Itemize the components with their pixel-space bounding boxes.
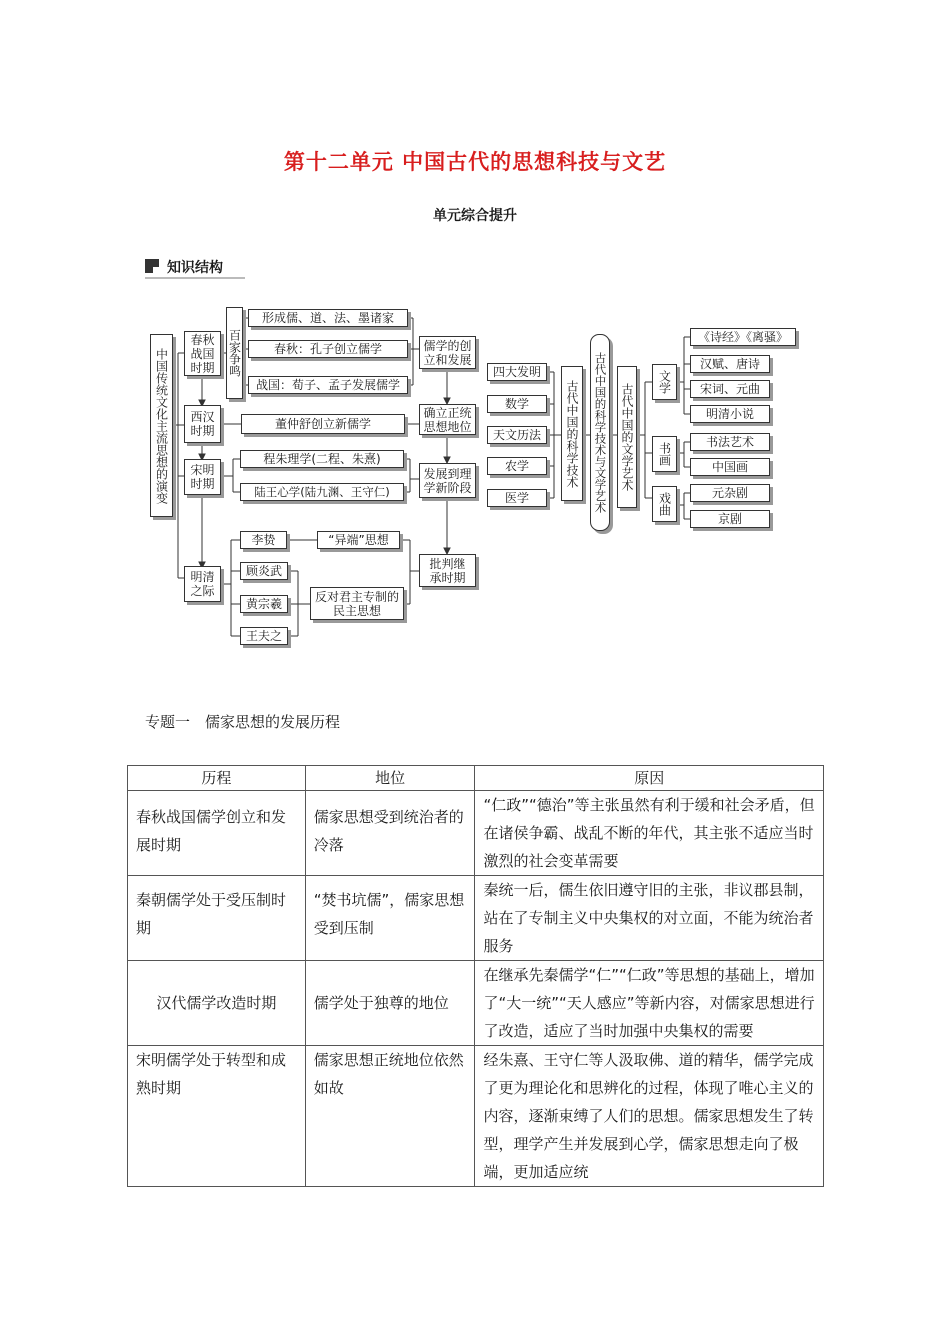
person-label: 黄宗羲 bbox=[245, 597, 282, 611]
item-label: 数学 bbox=[504, 397, 529, 411]
table-cell-course bbox=[128, 791, 306, 876]
person-label: 顾炎武 bbox=[245, 564, 282, 578]
person-wang-fuzhi bbox=[240, 627, 288, 645]
item-label: 董仲舒创立新儒学 bbox=[274, 417, 371, 431]
table-cell-reason bbox=[475, 961, 824, 1046]
science-item-agriculture bbox=[487, 457, 547, 475]
item-label: 形成儒、道、法、墨诸家 bbox=[261, 311, 394, 325]
baijia-label: 百家争鸣 bbox=[227, 329, 242, 377]
art-category-box bbox=[617, 366, 637, 508]
art-cat-label: 书画 bbox=[657, 442, 672, 466]
period-label: 宋明时期 bbox=[190, 463, 215, 491]
table-header-row bbox=[128, 766, 824, 791]
topic-heading: 专题一 儒家思想的发展历程 bbox=[145, 713, 341, 731]
period-ming-qing bbox=[184, 566, 221, 602]
table-cell-status bbox=[305, 961, 475, 1046]
dong-zhongshu-box bbox=[241, 414, 405, 434]
item-label: 陆王心学(陆九渊、王守仁) bbox=[254, 485, 390, 499]
item-label: 反对君主专制的民主思想 bbox=[315, 589, 400, 618]
item-label: 元杂剧 bbox=[711, 486, 748, 500]
header-cell: 地位 bbox=[305, 766, 475, 791]
stage-label: 批判继承时期 bbox=[429, 556, 466, 585]
art-cat-painting bbox=[652, 436, 677, 472]
person-gu-yanwu bbox=[240, 562, 288, 580]
paint-item-calligraphy bbox=[690, 433, 770, 451]
school-item-confucius bbox=[248, 340, 408, 358]
stage-orthodox bbox=[419, 404, 476, 435]
cell-text: 经朱熹、王守仁等人汲取佛、道的精华，儒学完成了更为理论化和思辨化的过程，体现了唯心主义的内容，逐渐束缚了人们的思想。儒家思想发生了转型，理学产生并发展到心学，儒家思想走向了极端，更加适应统 bbox=[483, 1051, 814, 1181]
stage-label: 确立正统思想地位 bbox=[423, 405, 472, 434]
opera-item-yuan bbox=[690, 484, 770, 502]
period-song-ming bbox=[184, 459, 221, 495]
cell-text: “仁政”“德治”等主张虽然有利于缓和社会矛盾，但在诸侯争霸、战乱不断的年代，其主张不适应当时激烈的社会变革需要 bbox=[483, 796, 815, 870]
cell-text: 秦统一后，儒生依旧遵守旧的主张，非议郡县制，站在了专制主义中央集权的对立面，不能为统治者服务 bbox=[483, 881, 814, 955]
opera-item-peking bbox=[690, 510, 770, 528]
category-label: 古代中国的科学技术与文学艺术 bbox=[593, 352, 608, 513]
table-cell-reason bbox=[475, 1046, 824, 1187]
art-cat-label: 文学 bbox=[657, 370, 672, 394]
item-label: 天文历法 bbox=[492, 428, 541, 442]
item-label: 汉赋、唐诗 bbox=[699, 357, 760, 371]
table-cell-course bbox=[128, 876, 306, 961]
center-category-box bbox=[590, 334, 610, 531]
cell-text: 在继承先秦儒学“仁”“仁政”等思想的基础上，增加了“大一统”“天人感应”等新内容，对儒家思想进行了改造，适应了当时加强中央集权的需要 bbox=[483, 966, 815, 1040]
person-label: 王夫之 bbox=[245, 629, 282, 643]
item-label: 春秋：孔子创立儒学 bbox=[273, 342, 382, 356]
period-label: 明清之际 bbox=[190, 570, 215, 598]
lit-item-songci bbox=[690, 380, 770, 398]
science-category-box bbox=[561, 366, 583, 501]
yiduan-box bbox=[317, 531, 400, 549]
cell-text: 儒家思想受到统治者的冷落 bbox=[313, 808, 464, 854]
table-row bbox=[128, 1046, 824, 1187]
table-cell-reason bbox=[475, 791, 824, 876]
lu-wang-box bbox=[240, 483, 404, 501]
stage-neo-confucian bbox=[419, 463, 476, 498]
cheng-zhu-box bbox=[240, 450, 404, 468]
lit-item-novels bbox=[690, 405, 770, 423]
table-cell-reason bbox=[475, 876, 824, 961]
item-label: 农学 bbox=[504, 459, 529, 473]
item-label: 明清小说 bbox=[705, 407, 754, 421]
item-label: 四大发明 bbox=[492, 365, 541, 379]
table-row bbox=[128, 961, 824, 1046]
category-label: 古代中国的文学艺术 bbox=[620, 383, 634, 491]
stage-founding bbox=[419, 336, 476, 369]
page-subtitle: 单元综合提升 bbox=[433, 208, 517, 224]
item-label: 京剧 bbox=[717, 512, 742, 526]
cell-text: 儒家思想正统地位依然如故 bbox=[313, 1051, 464, 1097]
category-label: 古代中国的科学技术 bbox=[565, 379, 579, 488]
person-huang-zongxi bbox=[240, 595, 288, 613]
period-spring-autumn bbox=[184, 331, 221, 376]
cell-text: “焚书坑儒”，儒家思想受到压制 bbox=[313, 891, 465, 937]
table-row bbox=[128, 791, 824, 876]
item-label: 宋词、元曲 bbox=[699, 382, 760, 396]
stage-label: 发展到理学新阶段 bbox=[423, 466, 472, 495]
diagram-root bbox=[150, 334, 173, 517]
art-cat-literature bbox=[652, 364, 677, 400]
development-table bbox=[127, 765, 824, 1187]
header-cell: 原因 bbox=[475, 766, 824, 791]
science-item-medicine bbox=[487, 489, 547, 507]
period-label: 西汉时期 bbox=[190, 410, 215, 438]
person-li-zhi bbox=[240, 531, 287, 549]
item-label: 中国画 bbox=[711, 460, 748, 474]
page-title: 第十二单元 中国古代的思想科技与文艺 bbox=[283, 150, 667, 174]
lit-item-shijing bbox=[690, 328, 796, 346]
item-label: 战国：荀子、孟子发展儒学 bbox=[255, 378, 400, 392]
science-item-math bbox=[487, 395, 547, 413]
art-cat-label: 戏曲 bbox=[657, 492, 672, 516]
school-item-warring bbox=[248, 376, 408, 394]
cell-text: 儒学处于独尊的地位 bbox=[313, 994, 449, 1012]
table-cell-status bbox=[305, 1046, 475, 1187]
header-cell: 历程 bbox=[128, 766, 306, 791]
paint-item-chinese bbox=[690, 458, 770, 476]
period-western-han bbox=[184, 405, 221, 443]
table-cell-course bbox=[128, 1046, 306, 1187]
cell-text: 宋明儒学处于转型和成熟时期 bbox=[136, 1051, 287, 1097]
lit-item-hanfu bbox=[690, 355, 770, 373]
table-cell-course bbox=[128, 961, 306, 1046]
table-cell-status bbox=[305, 876, 475, 961]
item-label: “异端”思想 bbox=[328, 533, 389, 547]
school-item-formation bbox=[248, 309, 408, 327]
item-label: 《诗经》《离骚》 bbox=[697, 330, 788, 344]
stage-label: 儒学的创立和发展 bbox=[423, 338, 472, 367]
person-label: 李贽 bbox=[251, 533, 276, 547]
stage-critical bbox=[419, 554, 476, 587]
table-row bbox=[128, 876, 824, 961]
cell-text: 汉代儒学改造时期 bbox=[156, 994, 277, 1012]
science-item-astronomy bbox=[487, 426, 547, 444]
item-label: 医学 bbox=[504, 491, 529, 505]
art-cat-opera bbox=[652, 486, 677, 522]
period-label: 春秋战国时期 bbox=[190, 332, 215, 375]
science-item-four-inventions bbox=[487, 363, 547, 381]
table-cell-status bbox=[305, 791, 475, 876]
item-label: 书法艺术 bbox=[705, 435, 754, 449]
root-label: 中国传统文化主流思想的演变 bbox=[154, 347, 169, 504]
baijia-box bbox=[226, 307, 243, 399]
cell-text: 春秋战国儒学创立和发展时期 bbox=[136, 808, 287, 854]
democracy-thought-box bbox=[310, 587, 404, 620]
cell-text: 秦朝儒学处于受压制时期 bbox=[136, 891, 287, 937]
section-label: 知识结构 bbox=[167, 260, 223, 276]
item-label: 程朱理学(二程、朱熹) bbox=[263, 452, 381, 466]
